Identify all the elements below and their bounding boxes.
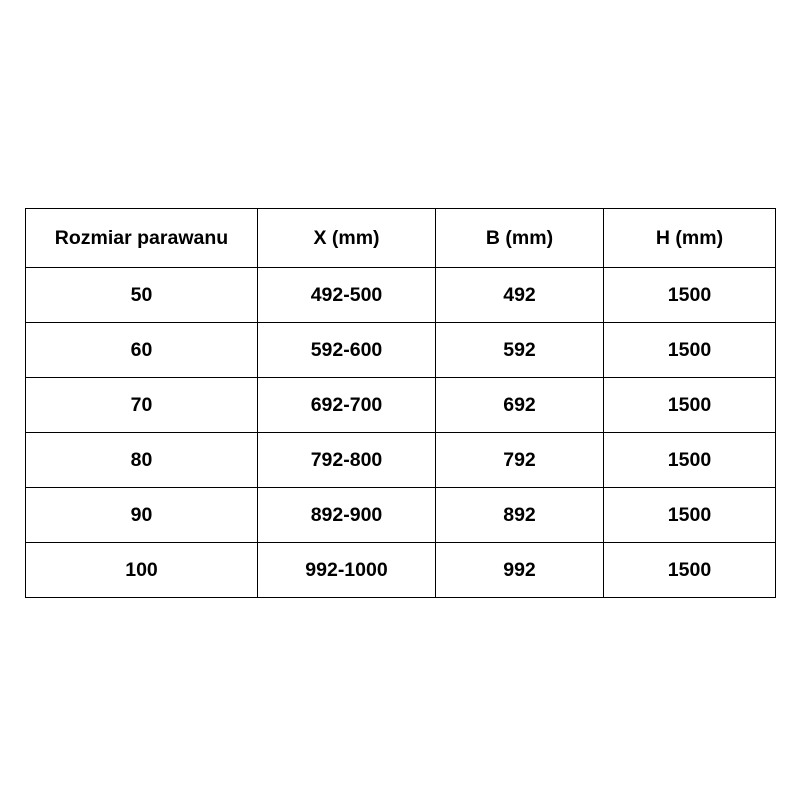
cell-size: 80 (26, 433, 258, 488)
cell-x: 892-900 (258, 488, 436, 543)
column-header-x: X (mm) (258, 209, 436, 268)
cell-size: 60 (26, 323, 258, 378)
cell-size: 90 (26, 488, 258, 543)
cell-h: 1500 (604, 268, 776, 323)
table-row (26, 433, 776, 488)
cell-size: 50 (26, 268, 258, 323)
cell-h: 1500 (604, 378, 776, 433)
table-row (26, 543, 776, 598)
cell-x: 592-600 (258, 323, 436, 378)
cell-x: 992-1000 (258, 543, 436, 598)
cell-b: 792 (436, 433, 604, 488)
spec-table-container (25, 208, 775, 598)
cell-b: 892 (436, 488, 604, 543)
cell-b: 992 (436, 543, 604, 598)
cell-h: 1500 (604, 488, 776, 543)
cell-h: 1500 (604, 323, 776, 378)
cell-b: 692 (436, 378, 604, 433)
table-body (26, 268, 776, 598)
cell-size: 70 (26, 378, 258, 433)
column-header-h: H (mm) (604, 209, 776, 268)
table-header (26, 209, 776, 268)
column-header-size: Rozmiar parawanu (26, 209, 258, 268)
cell-b: 592 (436, 323, 604, 378)
table-header-row (26, 209, 776, 268)
cell-h: 1500 (604, 433, 776, 488)
table-row (26, 488, 776, 543)
cell-x: 492-500 (258, 268, 436, 323)
cell-x: 692-700 (258, 378, 436, 433)
cell-x: 792-800 (258, 433, 436, 488)
shower-screen-size-table (25, 208, 776, 598)
table-row (26, 268, 776, 323)
column-header-b: B (mm) (436, 209, 604, 268)
table-row (26, 323, 776, 378)
table-row (26, 378, 776, 433)
cell-size: 100 (26, 543, 258, 598)
cell-b: 492 (436, 268, 604, 323)
cell-h: 1500 (604, 543, 776, 598)
